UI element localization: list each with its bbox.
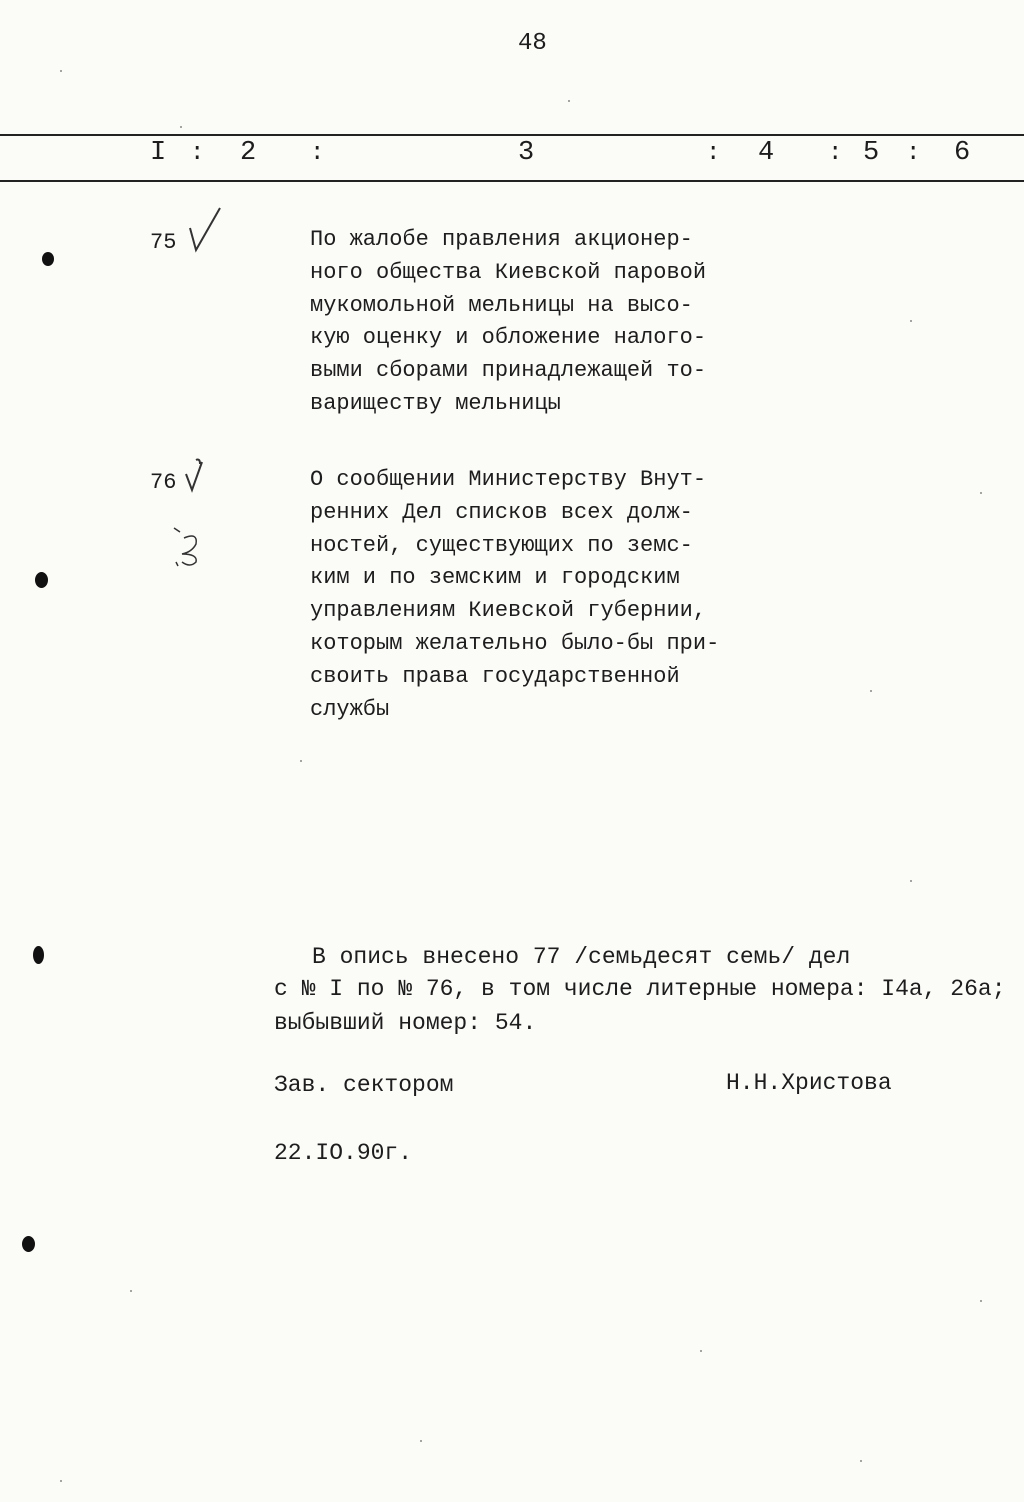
- entry-text-line: О сообщении Министерству Внут-: [310, 467, 707, 492]
- column-separator: :: [706, 140, 721, 167]
- document-date: 22.IO.90г.: [274, 1140, 413, 1166]
- entry-text-line: управлениям Киевской губернии,: [310, 598, 707, 624]
- column-separator: :: [906, 140, 921, 167]
- entry-text-line: ренних Дел списков всех долж-: [310, 499, 693, 525]
- column-header-1: I: [150, 138, 167, 168]
- punch-hole: [22, 1236, 35, 1252]
- entry-number: 75: [150, 230, 177, 255]
- punch-hole: [42, 252, 54, 266]
- column-header-4: 4: [758, 138, 775, 168]
- entry-text-line: которым желательно было-бы при-: [310, 630, 720, 656]
- entry-text-line: ностей, существующих по земс-: [310, 532, 693, 558]
- column-separator: :: [190, 140, 205, 167]
- entry-text-line: вариществу мельницы: [310, 390, 561, 416]
- header-rule-top: [0, 134, 1024, 136]
- page-number: 48: [518, 30, 547, 57]
- entry-text-line: По жалобе правления акционер-: [310, 227, 693, 252]
- entry-text-line: службы: [310, 696, 390, 722]
- punch-hole: [33, 946, 44, 964]
- summary-line: В опись внесено 77 /семьдесят семь/ дел: [312, 944, 851, 970]
- column-header-2: 2: [240, 138, 257, 168]
- check-mark-icon: [182, 456, 212, 496]
- handwritten-mark-icon: [168, 518, 212, 570]
- entry-text-line: кую оценку и обложение налого-: [310, 325, 707, 351]
- punch-hole: [35, 572, 48, 588]
- summary-line: выбывший номер: 54.: [274, 1010, 537, 1036]
- entry-description: [310, 224, 750, 421]
- entry-text-line: выми сборами принадлежащей то-: [310, 358, 707, 384]
- entry-text-line: мукомольной мельницы на высо-: [310, 292, 693, 318]
- column-header-3: 3: [518, 138, 535, 168]
- check-mark-icon: [186, 204, 226, 254]
- column-header-5: 5: [863, 138, 880, 168]
- header-rule-bottom: [0, 180, 1024, 182]
- entry-text-line: ким и по земским и городским: [310, 565, 680, 591]
- column-header-6: 6: [954, 138, 971, 168]
- signature-name: Н.Н.Христова: [726, 1070, 892, 1096]
- entry-text-line: ного общества Киевской паровой: [310, 259, 707, 285]
- summary-line: с № I по № 76, в том числе литерные номера: I4а, 26а;: [274, 976, 1006, 1002]
- column-separator: :: [828, 140, 843, 167]
- entry-description: [310, 464, 750, 726]
- entry-number: 76: [150, 470, 177, 495]
- column-separator: :: [310, 140, 325, 167]
- signature-position: Зав. сектором: [274, 1072, 454, 1098]
- entry-text-line: своить права государственной: [310, 663, 680, 689]
